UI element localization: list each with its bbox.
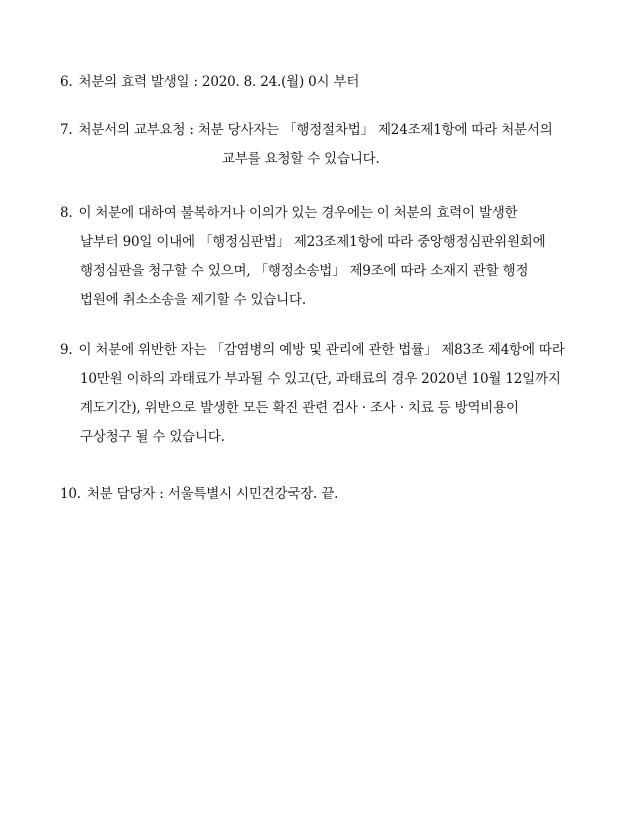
- item-8-line-3: 행정심판을 청구할 수 있으며, 「행정소송법」 제9조에 따라 소재지 관할 행정: [80, 263, 529, 279]
- item-9-line-1: [60, 336, 590, 365]
- item-number: 6.: [60, 74, 73, 90]
- item-number: 10.: [60, 486, 81, 502]
- item-text: 처분서의 교부요청 : 처분 당사자는 「행정절차법」 제24조제1항에 따라 처분서의: [78, 122, 553, 138]
- item-9-line-2: 10만원 이하의 과태료가 부과될 수 있고(단, 과태료의 경우 2020년 10월 12일까지: [80, 371, 561, 387]
- item-6-line-1: [60, 68, 590, 97]
- item-text: 처분 담당자 : 서울특별시 시민건강국장. 끝.: [86, 486, 339, 502]
- item-10: [60, 480, 590, 509]
- item-10-line-1: [60, 480, 590, 509]
- item-9: [60, 336, 590, 452]
- item-9-line-4: 구상청구 될 수 있습니다.: [80, 429, 225, 445]
- item-9-line-3: 계도기간), 위반으로 발생한 모든 확진 관련 검사 · 조사 · 치료 등 방역비용이: [80, 400, 519, 416]
- item-8-line-2: 날부터 90일 이내에 「행정심판법」 제23조제1항에 따라 중앙행정심판위원회에: [80, 234, 546, 250]
- item-text: 이 처분에 위반한 자는 「감염병의 예방 및 관리에 관한 법률」 제83조 제4항에 따라: [78, 342, 565, 358]
- item-7-line-1: [60, 116, 590, 145]
- item-8: [60, 199, 590, 315]
- item-7: [60, 116, 590, 174]
- item-8-line-4: 법원에 취소소송을 제기할 수 있습니다.: [80, 292, 306, 308]
- item-number: 8.: [60, 205, 73, 221]
- item-number: 7.: [60, 122, 73, 138]
- item-7-line-2: 교부를 요청할 수 있습니다.: [222, 151, 380, 167]
- item-8-line-1: [60, 199, 590, 228]
- item-text: 처분의 효력 발생일 : 2020. 8. 24.(월) 0시 부터: [78, 74, 360, 90]
- item-text: 이 처분에 대하여 불복하거나 이의가 있는 경우에는 이 처분의 효력이 발생한: [78, 205, 518, 221]
- item-number: 9.: [60, 342, 73, 358]
- item-6: [60, 68, 590, 97]
